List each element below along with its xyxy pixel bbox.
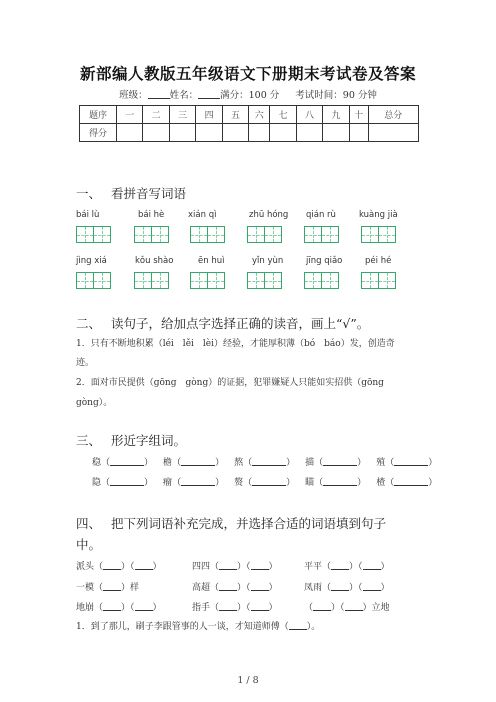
- pinyin: péi hé: [365, 256, 392, 266]
- pinyin: bái lù: [76, 210, 100, 220]
- score-table-cell: 题序: [80, 106, 117, 124]
- writing-grid[interactable]: [190, 226, 224, 243]
- class-label: 班级：: [119, 90, 148, 101]
- score-table-header-row: [80, 106, 419, 124]
- section-4-heading: 四、 把下列词语补充完成，并选择合适的词语填到句子: [76, 516, 387, 531]
- pinyin: qián rù: [306, 210, 336, 220]
- word-row: 四四（ ）（ ）: [192, 562, 278, 572]
- score-table-cell: 八: [296, 106, 322, 124]
- writing-grid[interactable]: [361, 226, 395, 243]
- pinyin: yǐn yùn: [252, 256, 284, 266]
- pinyin: zhū hóng: [249, 210, 289, 220]
- writing-grid[interactable]: [134, 272, 168, 289]
- score-table: [79, 105, 419, 142]
- score-cell[interactable]: [196, 124, 222, 142]
- word-row: 隐（ ） 瘤（ ） 赘（ ） 瞄（ ） 楂（ ）: [92, 478, 438, 488]
- word-row: （ ）（ ）立地: [304, 603, 390, 613]
- writing-grid[interactable]: [304, 272, 338, 289]
- score-cell[interactable]: [270, 124, 296, 142]
- word-row: 凤雨（ ）（ ）: [304, 583, 390, 593]
- question-text: 迹。: [76, 358, 95, 368]
- exam-info-line: [0, 87, 496, 101]
- section-1-heading: 一、 看拼音写词语: [76, 186, 187, 201]
- word-row: 高超（ ）（ ）: [192, 583, 278, 593]
- score-table-cell: 七: [270, 106, 296, 124]
- score-table-cell: 四: [196, 106, 222, 124]
- question-text: gòng）。: [76, 398, 113, 408]
- writing-grid[interactable]: [76, 226, 110, 243]
- full-score-label: 满分：100 分: [220, 90, 280, 101]
- score-table-cell: 六: [249, 106, 270, 124]
- pinyin: kǒu shào: [135, 256, 174, 266]
- exam-time-label: 考试时间：90 分钟: [295, 90, 377, 101]
- pinyin: kuàng jià: [359, 210, 398, 220]
- word-row: 派头（ ）（ ）: [76, 562, 162, 572]
- score-cell[interactable]: [143, 124, 169, 142]
- page-number: 1 / 8: [237, 675, 259, 686]
- section-3-heading: 三、 形近字组词。: [76, 433, 187, 448]
- score-cell[interactable]: [296, 124, 322, 142]
- score-table-cell: 五: [222, 106, 248, 124]
- word-row: 平平（ ）（ ）: [304, 562, 390, 572]
- word-row: 指手（ ）（ ）: [192, 603, 278, 613]
- question-text: 1．只有不断地积累（léi lěi lèi）经验，才能厚积薄（bó báo）发，创造奇: [76, 339, 395, 349]
- writing-grid[interactable]: [361, 272, 395, 289]
- score-cell[interactable]: [222, 124, 248, 142]
- score-table-cell: 一: [117, 106, 143, 124]
- score-table-score-row: [80, 124, 419, 142]
- score-cell[interactable]: [249, 124, 270, 142]
- score-cell[interactable]: [117, 124, 143, 142]
- writing-grid[interactable]: [76, 272, 110, 289]
- score-table-cell: 十: [349, 106, 368, 124]
- name-blank: [198, 89, 220, 99]
- score-cell[interactable]: [349, 124, 368, 142]
- score-table-cell: 总分: [368, 106, 418, 124]
- writing-grid[interactable]: [247, 226, 281, 243]
- score-cell[interactable]: [323, 124, 349, 142]
- score-cell[interactable]: [169, 124, 195, 142]
- score-table-cell: 三: [169, 106, 195, 124]
- writing-grid[interactable]: [247, 272, 281, 289]
- score-table-cell: 得分: [80, 124, 117, 142]
- score-table-cell: 九: [323, 106, 349, 124]
- word-row: 地崩（ ）（ ）: [76, 603, 162, 613]
- writing-grid[interactable]: [134, 226, 168, 243]
- question-text: 1．到了那儿，刷子李跟管事的人一谈，才知道师傅（ ）。: [76, 622, 321, 632]
- writing-grid[interactable]: [304, 226, 338, 243]
- section-4-heading-cont: 中。: [76, 537, 102, 552]
- pinyin: jìng xiá: [76, 256, 107, 266]
- pinyin: jīng qiǎo: [306, 256, 343, 266]
- score-table-cell: 二: [143, 106, 169, 124]
- page-title: 新部编人教版五年级语文下册期末考试卷及答案: [79, 65, 416, 83]
- word-row: 一模（ ）样: [76, 583, 140, 593]
- word-row: 稳（ ） 檐（ ） 熬（ ） 描（ ） 殖（ ）: [92, 458, 438, 468]
- pinyin: ēn huì: [198, 256, 225, 266]
- class-blank: [148, 89, 170, 99]
- pinyin: bái hè: [138, 210, 165, 220]
- question-text: 2．面对市民提供（gōng gòng）的证据，犯罪嫌疑人只能如实招供（gōng: [76, 378, 384, 388]
- score-cell[interactable]: [368, 124, 418, 142]
- writing-grid[interactable]: [190, 272, 224, 289]
- pinyin: xián qì: [188, 210, 217, 220]
- name-label: 姓名：: [169, 90, 199, 101]
- section-2-heading: 二、 读句子，给加点字选择正确的读音，画上“√”。: [76, 316, 370, 331]
